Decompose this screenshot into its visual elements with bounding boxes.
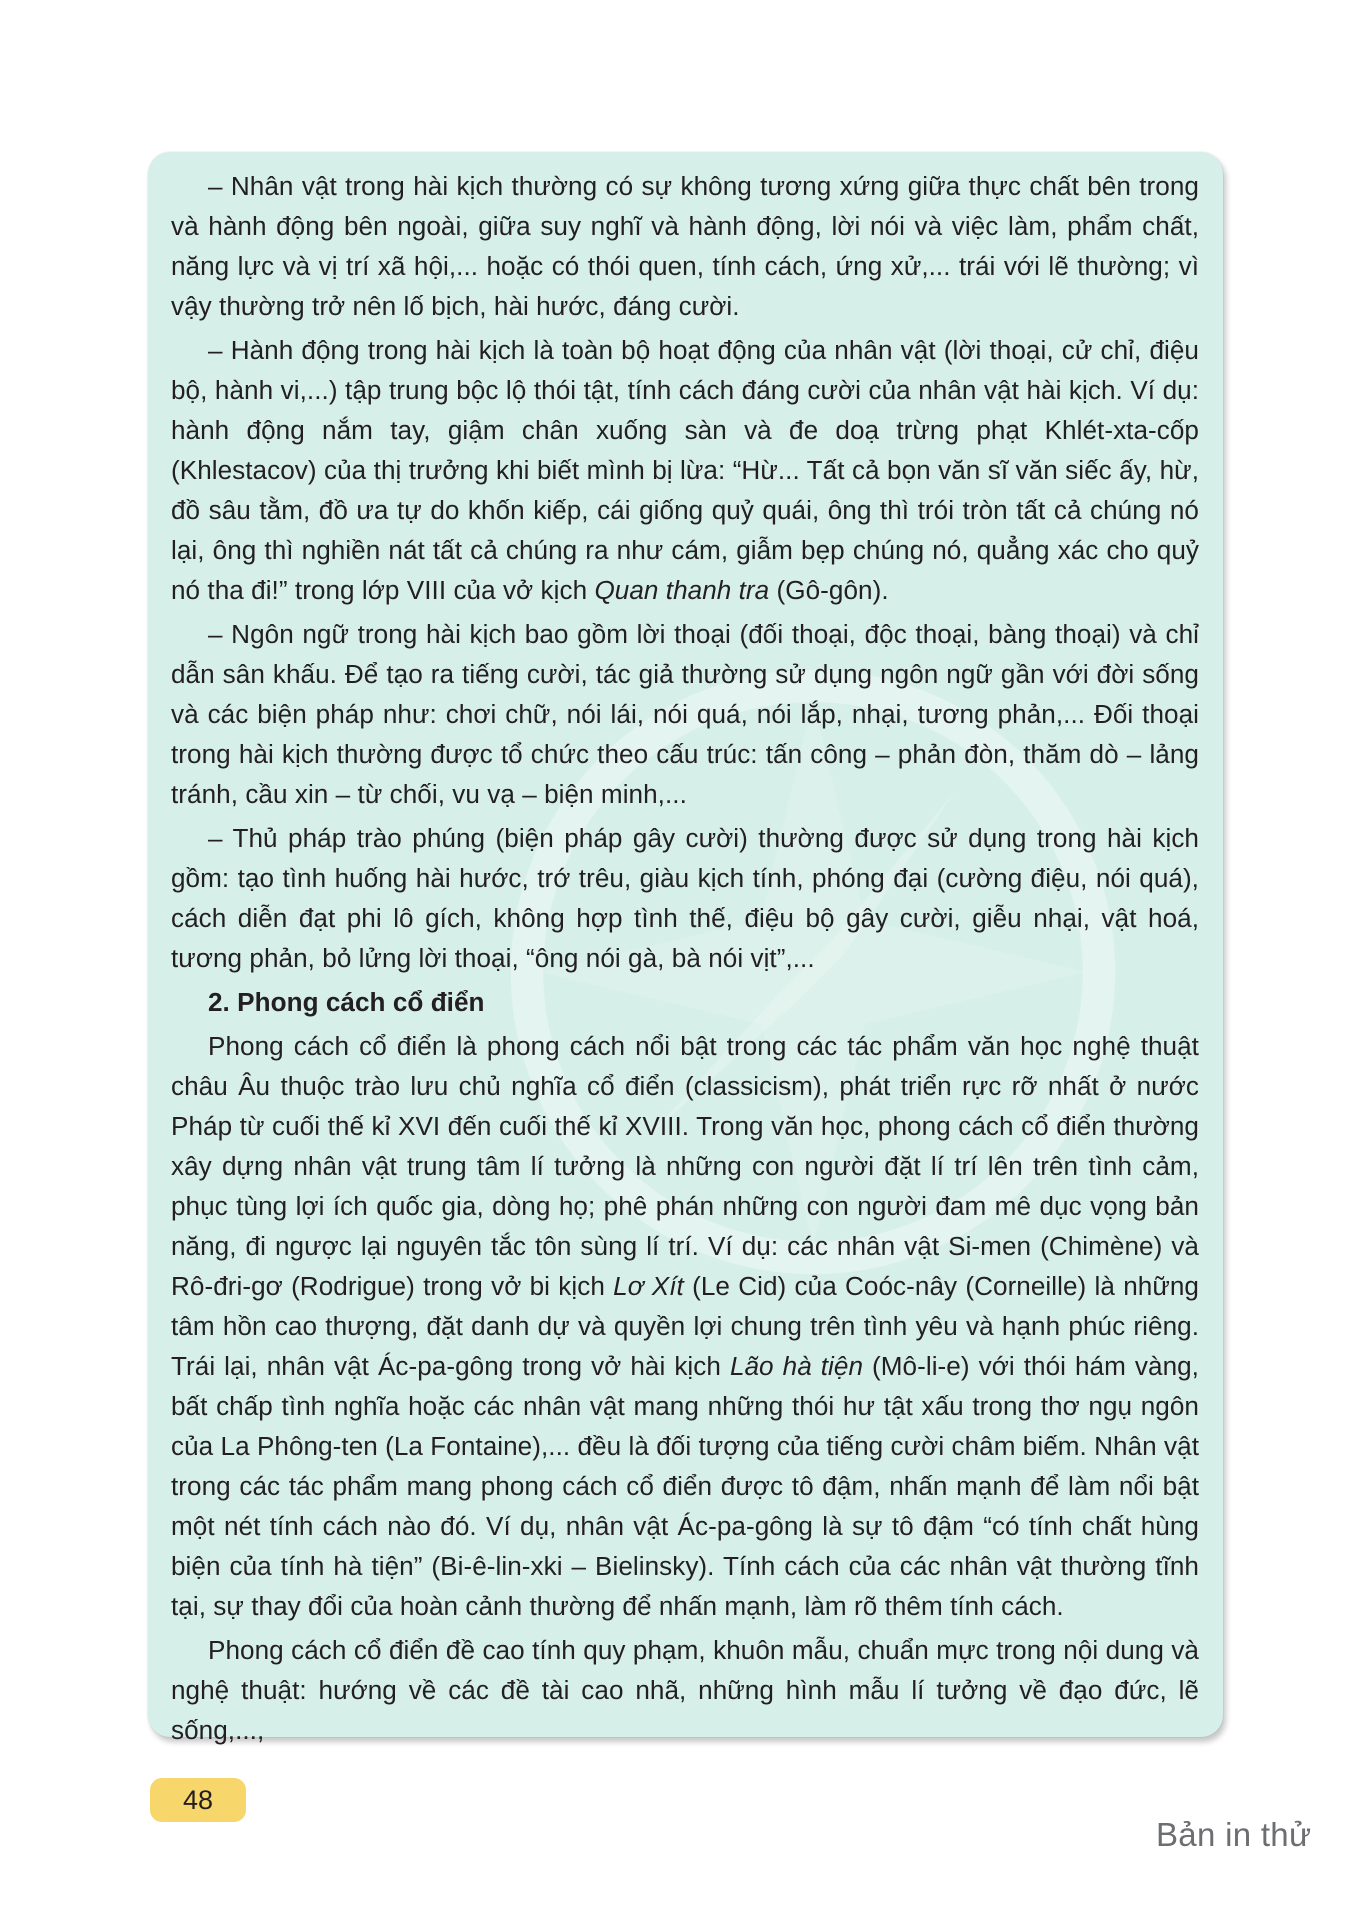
paragraph-text: (Le Cid) của Coóc-nây (Corneille) là những tâm hồn cao thượng, đặt danh dự và quyền lợi chung trên tình yêu và hạnh phúc riêng. Trái lại, nhân vật Ác-pa-gông trong vở hài kịch <box>171 1271 1199 1381</box>
paragraph-text: – Thủ pháp trào phúng (biện pháp gây cười) thường được sử dụng trong hài kịch gồm: tạo tình huống hài hước, trớ trêu, giàu kịch tính, phóng đại (cường điệu, nói quá), cách diễn đạt phi lô gích, không hợp tình thế, điệu bộ gây cười, giễu nhại, vật hoá, tương phản, bỏ lửng lời thoại, “ông nói gà, bà nói vịt”,... <box>171 823 1199 973</box>
paragraph-language <box>171 614 1199 814</box>
paragraph-text: – Hành động trong hài kịch là toàn bộ hoạt động của nhân vật (lời thoại, cử chỉ, điệu bộ, hành vi,...) tập trung bộc lộ thói tật, tính cách đáng cười của nhân vật hài kịch. Ví dụ: hành động nắm tay, giậm chân xuống sàn và đe doạ trừng phạt Khlét-xta-cốp (Khlestacov) của thị trưởng khi biết mình bị lừa: “Hừ... Tất cả bọn văn sĩ văn siếc ấy, hừ, đồ sâu tằm, đồ ưa tự do khốn kiếp, cái giống quỷ quái, ông thì trói tròn tất cả chúng nó lại, ông thì nghiền nát tất cả chúng ra như cám, giẫm bẹp chúng nó, quẳng xác cho quỷ nó tha đi!” trong lớp VIII của vở kịch <box>171 335 1199 605</box>
paragraph-classic-norms <box>171 1630 1199 1750</box>
paragraph-text: Phong cách cổ điển là phong cách nổi bật trong các tác phẩm văn học nghệ thuật châu Âu thuộc trào lưu chủ nghĩa cổ điển (classicism), phát triển rực rỡ nhất ở nước Pháp từ cuối thế kỉ XVI đến cuối thế kỉ XVIII. Trong văn học, phong cách cổ điển thường xây dựng nhân vật trung tâm lí tưởng là những con người đặt lí trí lên trên tình cảm, phục tùng lợi ích quốc gia, dòng họ; phê phán những con người đam mê dục vọng bản năng, đi ngược lại nguyên tắc tôn sùng lí trí. Ví dụ: các nhân vật Si-men (Chimène) và Rô-đri-gơ (Rodrigue) trong vở bi kịch <box>171 1031 1199 1301</box>
paragraph-text: – Ngôn ngữ trong hài kịch bao gồm lời thoại (đối thoại, độc thoại, bàng thoại) và chỉ dẫn sân khấu. Để tạo ra tiếng cười, tác giả thường sử dụng ngôn ngữ gần với đời sống và các biện pháp như: chơi chữ, nói lái, nói quá, nói lắp, nhại, tương phản,... Đối thoại trong hài kịch thường được tổ chức theo cấu trúc: tấn công – phản đòn, thăm dò – lảng tránh, cầu xin – từ chối, vu vạ – biện minh,... <box>171 619 1199 809</box>
proof-label: Bản in thử <box>1156 1816 1312 1853</box>
work-title: Lơ Xít <box>613 1271 684 1301</box>
paragraph-characters <box>171 166 1199 326</box>
page-number-badge: 48 <box>150 1778 246 1822</box>
paragraph-text: (Mô-li-e) với thói hám vàng, bất chấp tình nghĩa hoặc các nhân vật mang những thói hư tật xấu trong thơ ngụ ngôn của La Phông-ten (La Fontaine),... đều là đối tượng của tiếng cười châm biếm. Nhân vật trong các tác phẩm mang phong cách cổ điển được tô đậm, nhấn mạnh để làm nổi bật một nét tính cách nào đó. Ví dụ, nhân vật Ác-pa-gông là sự tô đậm “có tính chất hùng biện của tính hà tiện” (Bi-ê-lin-xki – Bielinsky). Tính cách của các nhân vật thường tĩnh tại, sự thay đổi của hoàn cảnh thường để nhấn mạnh, làm rõ thêm tính cách. <box>171 1351 1199 1621</box>
paragraph-text: (Gô-gôn). <box>769 575 889 605</box>
paragraph-text: – Nhân vật trong hài kịch thường có sự không tương xứng giữa thực chất bên trong và hành động bên ngoài, giữa suy nghĩ và hành động, lời nói và việc làm, phẩm chất, năng lực và vị trí xã hội,... hoặc có thói quen, tính cách, ứng xử,... trái với lẽ thường; vì vậy thường trở nên lố bịch, hài hước, đáng cười. <box>171 171 1199 321</box>
paragraph-classic-style <box>171 1026 1199 1626</box>
work-title: Quan thanh tra <box>594 575 770 605</box>
heading-text: 2. Phong cách cổ điển <box>208 987 485 1017</box>
paragraph-actions <box>171 330 1199 610</box>
article-text <box>171 166 1199 1750</box>
work-title: Lão hà tiện <box>729 1351 864 1381</box>
content-box <box>148 152 1223 1745</box>
paragraph-techniques <box>171 818 1199 978</box>
section-heading <box>171 982 1199 1022</box>
paragraph-text: Phong cách cổ điển đề cao tính quy phạm, khuôn mẫu, chuẩn mực trong nội dung và nghệ thuật: hướng về các đề tài cao nhã, những hình mẫu lí tưởng về đạo đức, lẽ sống,..., <box>171 1635 1199 1745</box>
